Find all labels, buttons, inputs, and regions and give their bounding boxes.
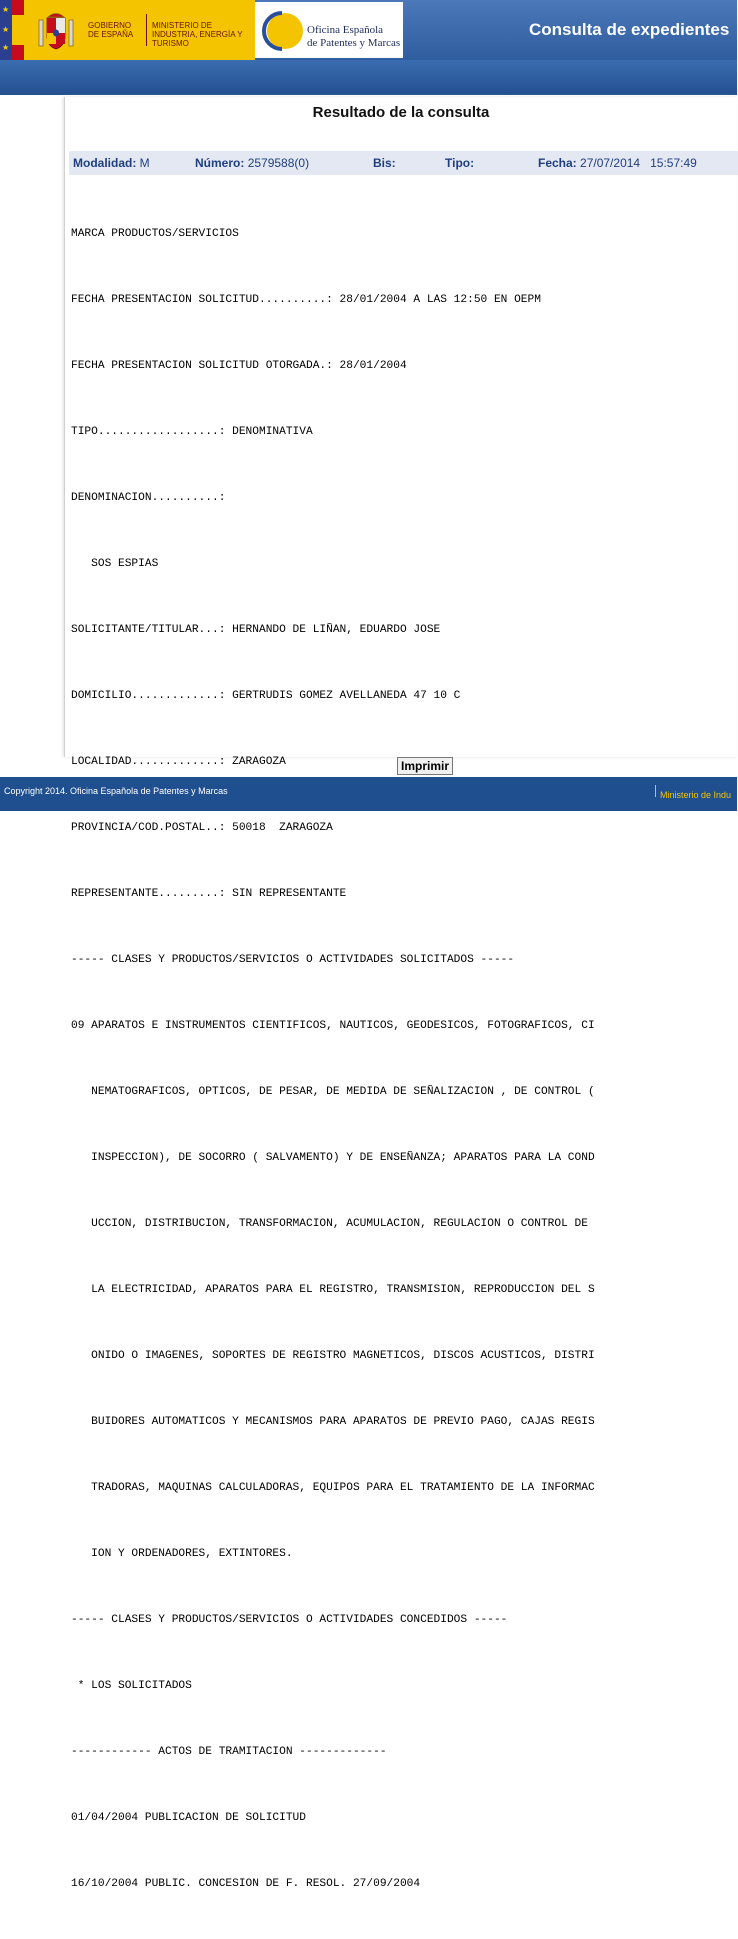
record-line: ION Y ORDENADORES, EXTINTORES. <box>71 1548 293 1560</box>
footer-link-container <box>655 785 732 800</box>
eu-star-icon: ★ <box>2 43 10 52</box>
record-line: ONIDO O IMAGENES, SOPORTES DE REGISTRO MAGNETICOS, DISCOS ACUSTICOS, DISTRI <box>71 1350 595 1362</box>
record-line: LA ELECTRICIDAD, APARATOS PARA EL REGISTRO, TRANSMISION, REPRODUCCION DEL S <box>71 1284 595 1296</box>
oepm-name: Oficina Española de Patentes y Marcas <box>307 24 401 49</box>
record-line: FECHA PRESENTACION SOLICITUD..........: 28/01/2004 A LAS 12:50 EN OEPM <box>71 294 541 306</box>
print-button[interactable]: Imprimir <box>397 757 453 775</box>
eu-flag-strip <box>0 0 12 60</box>
numero-field: Número: 2579588(0) <box>195 156 310 170</box>
record-line: PROVINCIA/COD.POSTAL..: 50018 ZARAGOZA <box>71 822 333 834</box>
record-line: INSPECCION), DE SOCORRO ( SALVAMENTO) Y DE ENSEÑANZA; APARATOS PARA LA COND <box>71 1152 595 1164</box>
bis-field: Bis: <box>373 156 396 170</box>
spain-flag-strip <box>12 0 24 60</box>
record-line: UCCION, DISTRIBUCION, TRANSFORMACION, ACUMULACION, REGULACION O CONTROL DE <box>71 1218 588 1230</box>
fecha-field: Fecha: 27/07/2014 15:57:49 <box>538 156 697 170</box>
oepm-logo-icon <box>261 10 303 52</box>
record-line: NEMATOGRAFICOS, OPTICOS, DE PESAR, DE MEDIDA DE SEÑALIZACION , DE CONTROL ( <box>71 1086 595 1098</box>
page-title: Resultado de la consulta <box>312 104 490 121</box>
oepm-logo-block[interactable] <box>255 2 403 58</box>
record-line: 01/04/2004 PUBLICACION DE SOLICITUD <box>71 1812 306 1824</box>
coat-of-arms-icon <box>35 10 77 52</box>
record-line: BUIDORES AUTOMATICOS Y MECANISMOS PARA APARATOS DE PREVIO PAGO, CAJAS REGIS <box>71 1416 595 1428</box>
copyright-text: Copyright 2014. Oficina Española de Patentes y Marcas <box>4 786 228 796</box>
record-line: SOLICITANTE/TITULAR...: HERNANDO DE LIÑAN, EDUARDO JOSE <box>71 624 441 636</box>
navigation-bar <box>0 60 737 95</box>
record-line: 16/10/2004 PUBLIC. CONCESION DE F. RESOL. 27/09/2004 <box>71 1878 421 1890</box>
record-line: 09 APARATOS E INSTRUMENTOS CIENTIFICOS, NAUTICOS, GEODESICOS, FOTOGRAFICOS, CI <box>71 1020 595 1032</box>
eu-star-icon: ★ <box>2 5 10 14</box>
record-line: TIPO..................: DENOMINATIVA <box>71 426 313 438</box>
header <box>0 0 737 60</box>
record-line: * LOS SOLICITADOS <box>71 1680 192 1692</box>
government-logo-block <box>0 0 255 60</box>
government-text: GOBIERNO DE ESPAÑA <box>88 21 134 39</box>
divider <box>146 14 147 46</box>
tipo-field: Tipo: <box>445 156 475 170</box>
record-line: LOCALIDAD.............: ZARAGOZA <box>71 756 286 768</box>
record-details <box>71 179 595 1939</box>
ministry-text: MINISTERIO DE INDUSTRIA, ENERGÍA Y TURISMO <box>152 21 243 48</box>
record-line: DOMICILIO.............: GERTRUDIS GOMEZ AVELLANEDA 47 10 C <box>71 690 461 702</box>
record-line: TRADORAS, MAQUINAS CALCULADORAS, EQUIPOS PARA EL TRATAMIENTO DE LA INFORMAC <box>71 1482 595 1494</box>
modalidad-field: Modalidad: M <box>73 156 150 170</box>
record-line: ----- CLASES Y PRODUCTOS/SERVICIOS O ACTIVIDADES CONCEDIDOS ----- <box>71 1614 508 1626</box>
record-line: DENOMINACION..........: <box>71 492 226 504</box>
record-line: SOS ESPIAS <box>71 558 159 570</box>
app-title: Consulta de expedientes <box>529 20 730 39</box>
ministry-link[interactable]: Ministerio de Indu <box>660 790 732 800</box>
record-line: FECHA PRESENTACION SOLICITUD OTORGADA.: 28/01/2004 <box>71 360 407 372</box>
record-line: MARCA PRODUCTOS/SERVICIOS <box>71 228 239 240</box>
record-line: REPRESENTANTE.........: SIN REPRESENTANTE <box>71 888 347 900</box>
record-line: ----- CLASES Y PRODUCTOS/SERVICIOS O ACTIVIDADES SOLICITADOS ----- <box>71 954 515 966</box>
record-meta-bar <box>69 151 738 175</box>
record-line: ------------ ACTOS DE TRAMITACION ------------- <box>71 1746 387 1758</box>
eu-star-icon: ★ <box>2 25 10 34</box>
footer <box>0 777 737 811</box>
